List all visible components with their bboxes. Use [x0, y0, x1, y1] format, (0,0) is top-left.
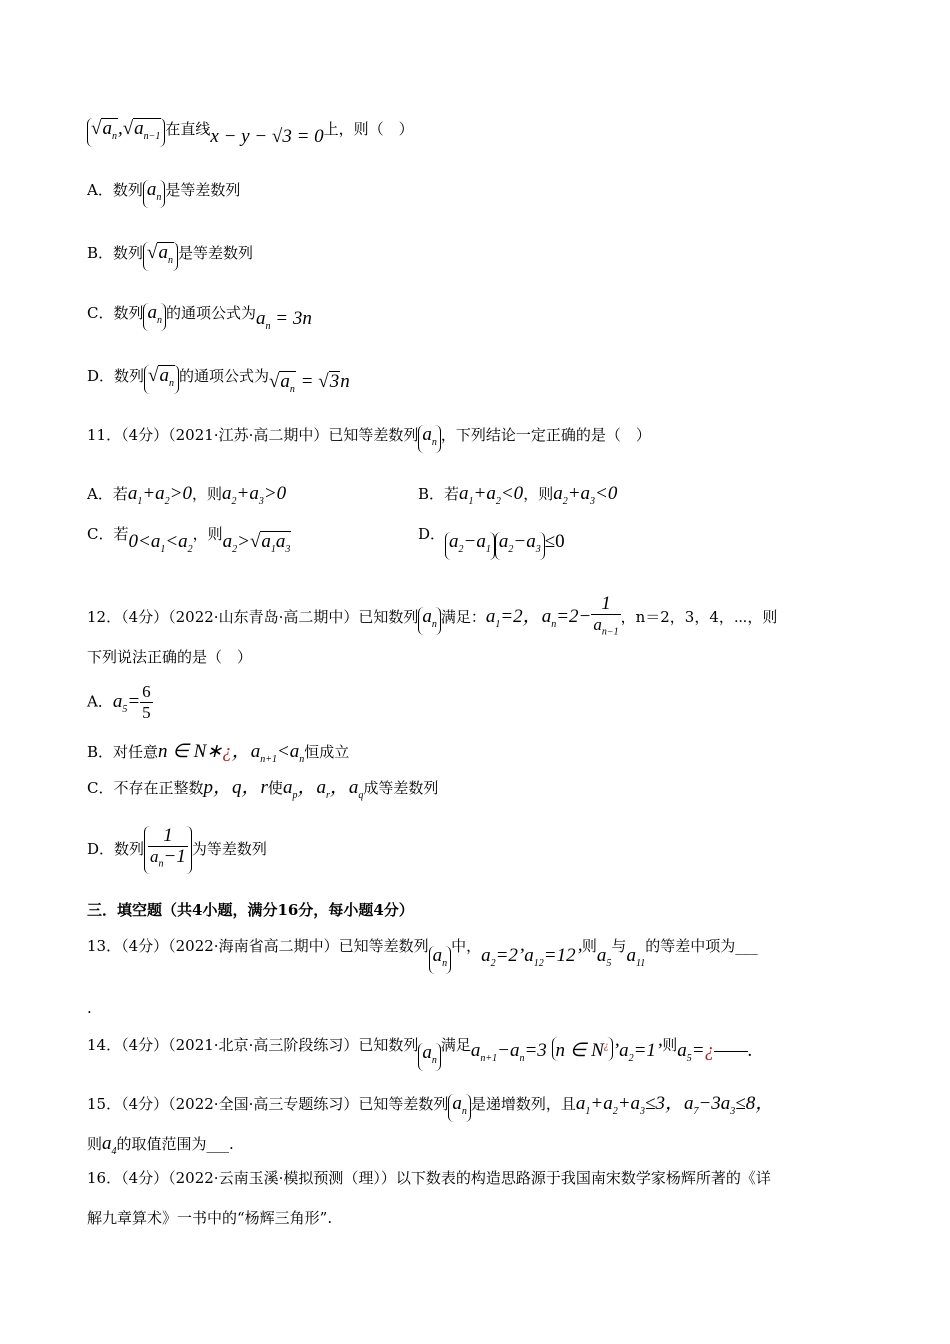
q12-option-a: A．$a_5=$ $\frac{6}{5}$ [87, 682, 151, 722]
q11-option-a: A．若$a_1+a_2>0$，则$a_2+a_3>0$ [87, 483, 287, 507]
q11-option-c: C．若$0<a_1<a_2$，则$a_2>√a_1a_3$ [87, 524, 291, 560]
q14-stem: 14．（4分）（2021·北京·高三阶段练习）已知数列 $a_n$满足$a_{n+1}-a_n=3$ n ∈ N¿ $’a_2=1$’则$a_5=¿——$. [87, 1035, 753, 1071]
q10-option-a: A．数列 $a_n$ 是等差数列 [87, 180, 240, 208]
q10-stem-line: $√a_n,√a_{n-1}$ 在直线x − y − √3 = 0上，则（ ） [87, 118, 414, 147]
q11-option-b: B．若$a_1+a_2<0$，则$a_2+a_3<0$ [418, 483, 618, 507]
q13-stem: 13．（4分）（2022·海南省高二期中）已知等差数列 $a_n$中，$a_2=2’a_{12}=12$’则$a_5$与$a_{11}$的等差中项为___ [87, 936, 758, 974]
q16-line2: 解九章算术》一书中的“杨辉三角形”. [87, 1209, 333, 1227]
q10-option-d: D．数列 $√a_n$ 的通项公式为$√a_n = √3n$ [87, 365, 350, 400]
q11-stem: 11．（4分）（2021·江苏·高二期中）已知等差数列 $a_n$ ，下列结论一定正确的是（ ） [87, 425, 651, 453]
q13-dot: . [87, 999, 92, 1017]
q12-option-d: D．数列 $\frac{1}{a_n-1}$ 为等差数列 [87, 826, 267, 874]
q12-option-b: B．对任意n ∈ N∗¿，$a_{n+1}<a_n$恒成立 [87, 741, 350, 765]
q12-stem: 12．（4分）（2022·山东青岛·高二期中）已知数列 $a_n$ 满足：$a_1=2$，$a_n=2-$ $\frac{1}{a_{n-1}}$ ，n＝2，3，4，⋯，则 [87, 593, 778, 638]
point-coords: $√a_n,√a_{n-1}$ [87, 118, 165, 147]
q10-option-c: C．数列 $a_n$ 的通项公式为$a_n = 3n$ [87, 302, 312, 332]
q15-stem: 15．（4分）（2022·全国·高三专题练习）已知等差数列 $a_n$ 是递增数列，且$a_1+a_2+a_3\le 3$，$a_7-3a_3\le 8$， [87, 1094, 774, 1122]
section-heading: 三．填空题（共4小题，满分16分，每小题4分） [87, 901, 414, 919]
q12-stem-line2: 下列说法正确的是（ ） [87, 648, 253, 666]
q11-option-d: D． $a_2-a_1$ $a_2-a_3 \le 0$ [418, 524, 565, 560]
q10-option-b: B．数列 $√a_n$ 是等差数列 [87, 242, 253, 271]
q15-line2: 则$a_4$的取值范围为___. [87, 1133, 234, 1157]
q12-option-c: C．不存在正整数p，q，r使$a_p$，$a_r$，$a_q$成等差数列 [87, 777, 439, 801]
q16-line1: 16．（4分）（2022·云南玉溪·模拟预测（理））以下数表的构造思路源于我国南宋数学家杨辉所著的《详 [87, 1169, 771, 1187]
